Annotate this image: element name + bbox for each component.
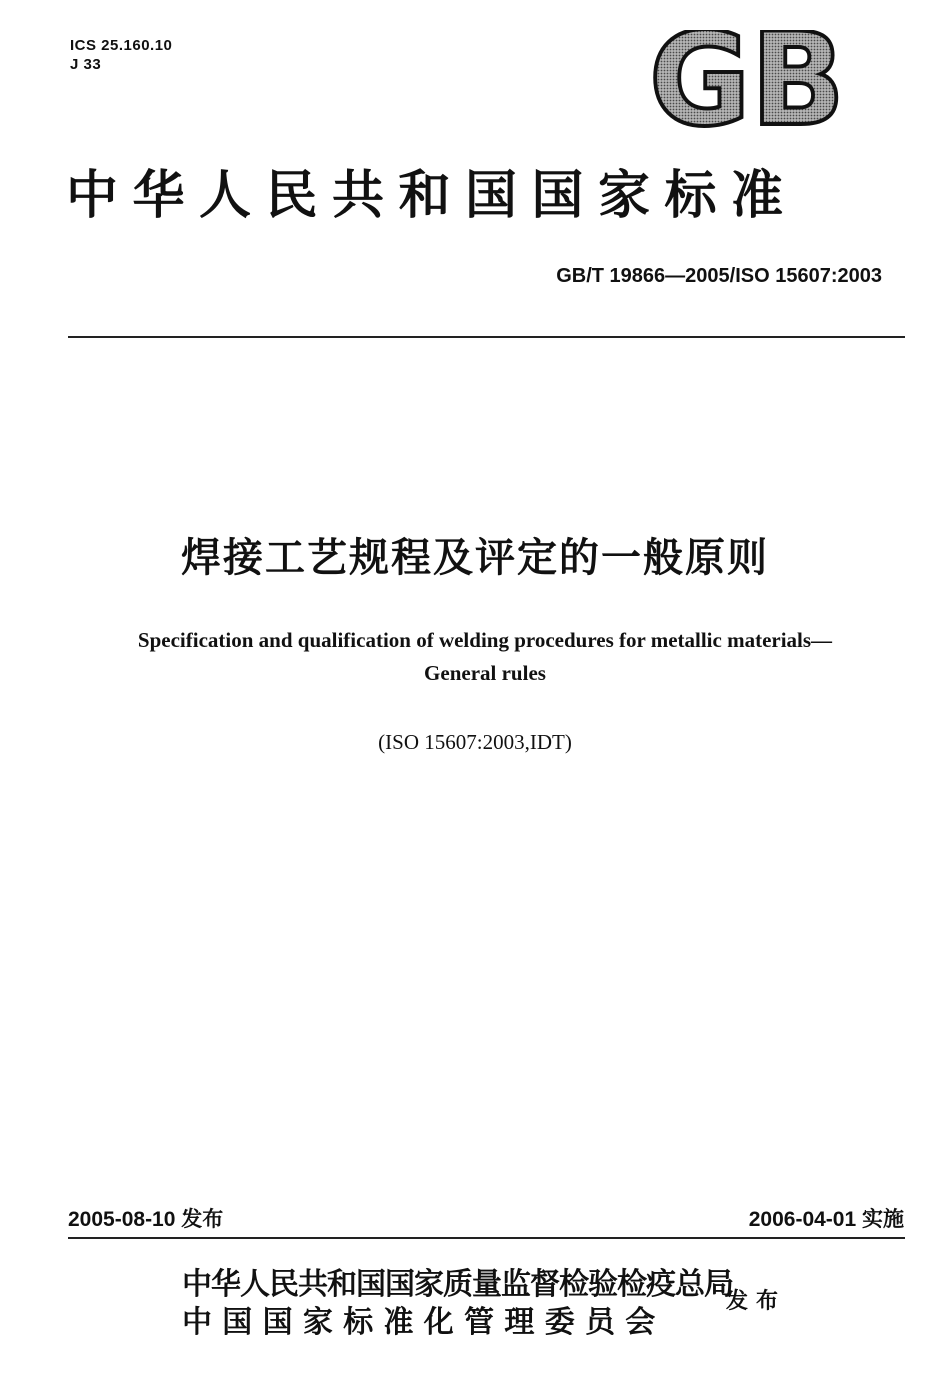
english-title [60, 624, 910, 690]
issue-date: 2005-08-10 发布 [68, 1208, 224, 1231]
standard-number: GB/T 19866—2005/ISO 15607:2003 [556, 265, 882, 287]
implementation-date: 2006-04-01 实施 [748, 1208, 904, 1231]
ccs-code: J 33 [70, 56, 102, 73]
publisher-aqsiq: 中华人民共和国国家质量监督检验检疫总局 [182, 1267, 733, 1302]
classification-codes [70, 36, 172, 74]
chinese-title: 焊接工艺规程及评定的一般原则 [181, 535, 769, 581]
english-title-line-2: General rules [424, 661, 546, 685]
top-divider [68, 336, 905, 338]
national-standard-title: 中华人民共和国国家标准 [66, 165, 798, 226]
publisher-sac: 中国国家标准化管理委员会 [182, 1305, 666, 1340]
ics-code: ICS 25.160.10 [70, 37, 173, 54]
english-title-line-1: Specification and qualification of welding procedures for metallic materials— [137, 628, 833, 652]
bottom-divider [68, 1237, 905, 1239]
gb-logo [645, 30, 851, 136]
publish-label: 发布 [726, 1288, 787, 1314]
publishers-block [182, 1266, 733, 1342]
logo-lettering: GB [649, 30, 845, 136]
iso-equivalence: (ISO 15607:2003,IDT) [378, 730, 572, 754]
